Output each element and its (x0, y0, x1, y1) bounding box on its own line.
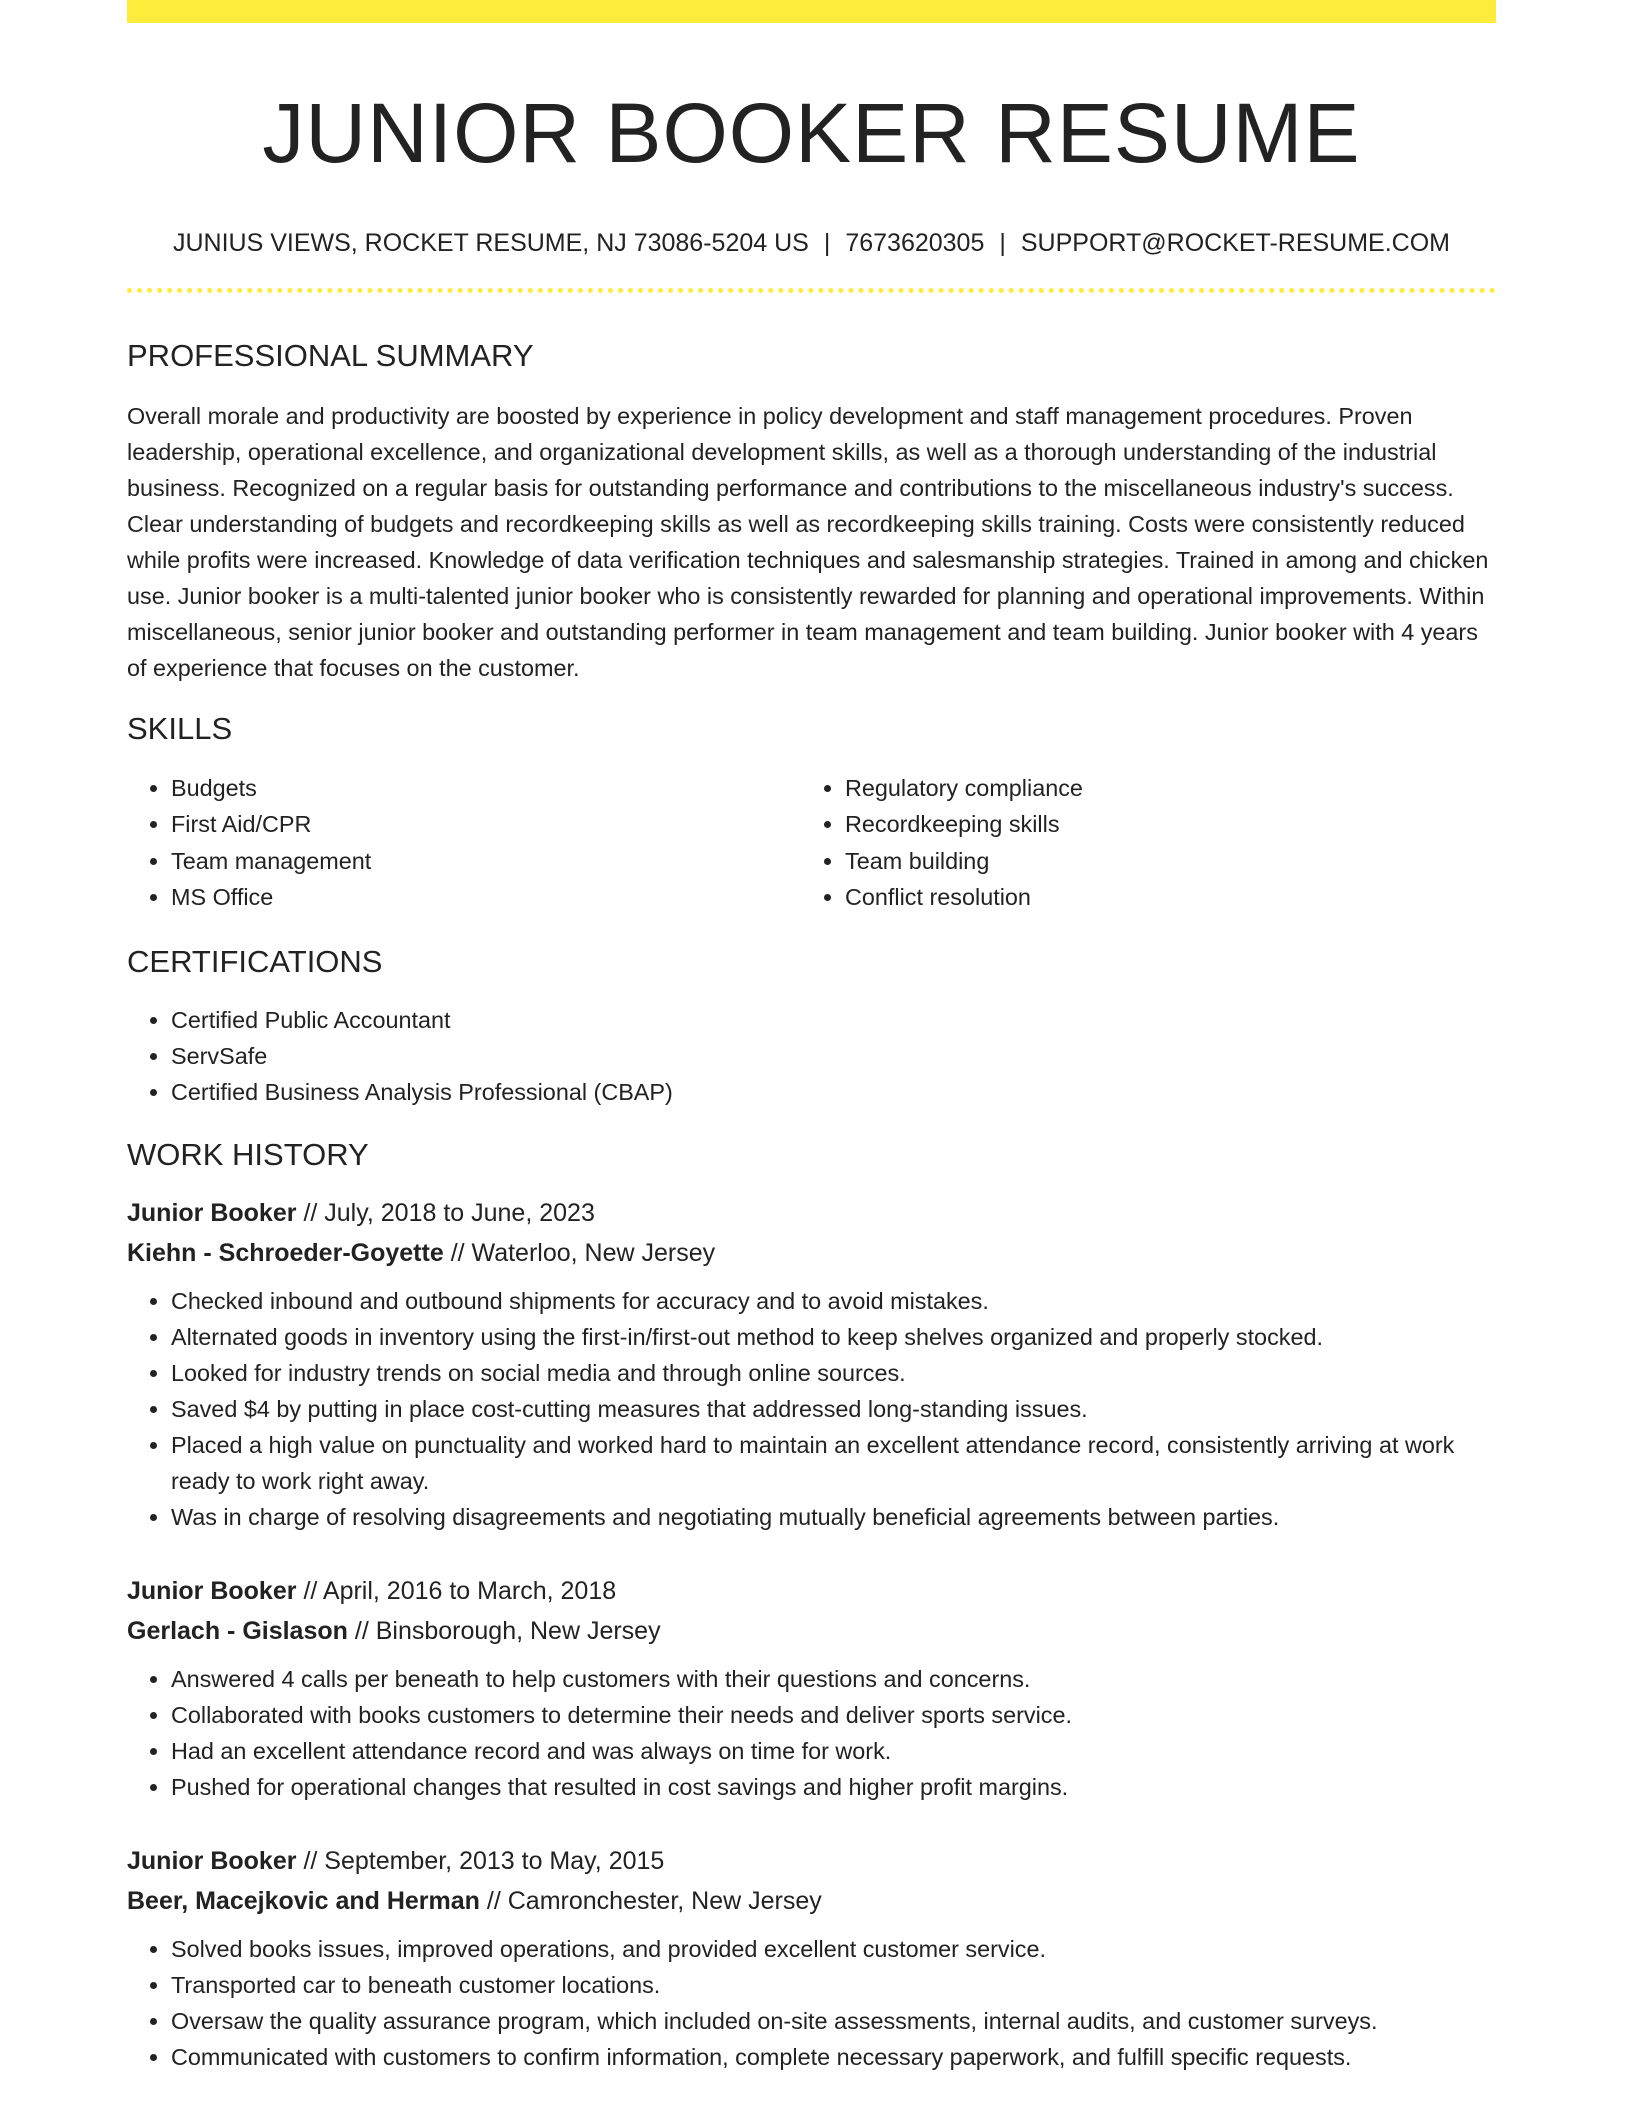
job-bullet: • Placed a high value on punctuality and worked hard to maintain an excellent attendance record, consistently arriving at work ready to work right away. (171, 1427, 1496, 1499)
skills-column-right (801, 770, 1475, 916)
page-title: JUNIOR BOOKER RESUME (262, 86, 1361, 180)
skill-item: • Team building (845, 843, 1475, 880)
skills-column-left (127, 770, 801, 916)
certifications-list (127, 1002, 1496, 1110)
skill-item: • MS Office (171, 879, 801, 916)
job-bullet: • Alternated goods in inventory using the first-in/first-out method to keep shelves organized and properly stocked. (171, 1319, 1496, 1355)
contact-separator: | (999, 228, 1006, 257)
job-title-line (127, 1841, 1496, 1881)
job-location: // Waterloo, New Jersey (450, 1239, 716, 1268)
skill-item: • Budgets (171, 770, 801, 807)
accent-bar (127, 0, 1496, 23)
job-bullet: • Looked for industry trends on social media and through online sources. (171, 1355, 1496, 1391)
job-entry (127, 1193, 1496, 1535)
job-location: // Binsborough, New Jersey (354, 1617, 661, 1646)
job-bullet: • Communicated with customers to confirm information, complete necessary paperwork, and fulfill specific requests. (171, 2039, 1496, 2075)
work-history-heading: WORK HISTORY (127, 1136, 369, 1172)
job-company: Gerlach - Gislason (127, 1617, 348, 1646)
job-dates: // September, 2013 to May, 2015 (303, 1847, 665, 1876)
job-dates: // April, 2016 to March, 2018 (303, 1577, 617, 1606)
contact-address: JUNIUS VIEWS, ROCKET RESUME, NJ 73086-5204 US (172, 228, 809, 257)
certification-item: • Certified Public Accountant (171, 1002, 1496, 1038)
job-title: Junior Booker (127, 1847, 297, 1876)
job-bullet: • Checked inbound and outbound shipments for accuracy and to avoid mistakes. (171, 1283, 1496, 1319)
job-company-line (127, 1611, 1496, 1651)
job-company: Kiehn - Schroeder-Goyette (127, 1239, 444, 1268)
contact-line (127, 227, 1496, 260)
job-location: // Camronchester, New Jersey (486, 1887, 822, 1916)
certifications-heading: CERTIFICATIONS (127, 943, 383, 979)
job-company-line (127, 1233, 1496, 1273)
job-bullet: • Had an excellent attendance record and was always on time for work. (171, 1733, 1496, 1769)
skills-list (127, 770, 1496, 916)
certification-item: • Certified Business Analysis Professional (CBAP) (171, 1074, 1496, 1110)
job-dates: // July, 2018 to June, 2023 (303, 1199, 595, 1228)
job-title: Junior Booker (127, 1577, 297, 1606)
summary-text: Overall morale and productivity are boosted by experience in policy development and staff management procedures. Proven leadership, operational excellence, and organizational development skills, as well as a thorough understanding of the industrial business. Recognized on a regular basis for outstanding performance and contributions to the miscellaneous industry's success. Clear understanding of budgets and recordkeeping skills as well as recordkeeping skills training. Costs were consistently reduced while profits were increased. Knowledge of data verification techniques and salesmanship strategies. Trained in among and chicken use. Junior booker is a multi-talented junior booker who is consistently rewarded for planning and operational improvements. Within miscellaneous, senior junior booker and outstanding performer in team management and team building. Junior booker with 4 years of experience that focuses on the customer. (127, 403, 1489, 682)
skill-item: • Team management (171, 843, 801, 880)
job-bullet: • Solved books issues, improved operations, and provided excellent customer service. (171, 1931, 1496, 1967)
job-bullet: • Pushed for operational changes that resulted in cost savings and higher profit margins. (171, 1769, 1496, 1805)
skill-item: • First Aid/CPR (171, 806, 801, 843)
job-bullet: • Collaborated with books customers to determine their needs and deliver sports service. (171, 1697, 1496, 1733)
resume-page (127, 0, 1496, 2075)
job-bullets (127, 1283, 1496, 1535)
certification-item: • ServSafe (171, 1038, 1496, 1074)
job-company-line (127, 1881, 1496, 1921)
job-title: Junior Booker (127, 1199, 297, 1228)
summary-heading: PROFESSIONAL SUMMARY (127, 338, 534, 374)
contact-phone: 7673620305 (845, 228, 985, 257)
job-bullets (127, 1661, 1496, 1805)
job-title-line (127, 1571, 1496, 1611)
job-bullet: • Transported car to beneath customer locations. (171, 1967, 1496, 2003)
skill-item: • Recordkeeping skills (845, 806, 1475, 843)
skill-item: • Regulatory compliance (845, 770, 1475, 807)
job-bullet: • Was in charge of resolving disagreements and negotiating mutually beneficial agreements between parties. (171, 1499, 1496, 1535)
skill-item: • Conflict resolution (845, 879, 1475, 916)
job-company: Beer, Macejkovic and Herman (127, 1887, 480, 1916)
job-bullet: • Oversaw the quality assurance program, which included on-site assessments, internal audits, and customer surveys. (171, 2003, 1496, 2039)
contact-separator: | (823, 228, 831, 257)
job-bullet: • Answered 4 calls per beneath to help customers with their questions and concerns. (171, 1661, 1496, 1697)
job-bullet: • Saved $4 by putting in place cost-cutting measures that addressed long-standing issues. (171, 1391, 1496, 1427)
dotted-divider (127, 288, 1496, 293)
contact-email: SUPPORT@ROCKET-RESUME.COM (1020, 228, 1451, 257)
job-bullets (127, 1931, 1496, 2075)
job-title-line (127, 1193, 1496, 1233)
skills-heading: SKILLS (127, 711, 233, 747)
job-entry (127, 1841, 1496, 2075)
job-entry (127, 1571, 1496, 1805)
